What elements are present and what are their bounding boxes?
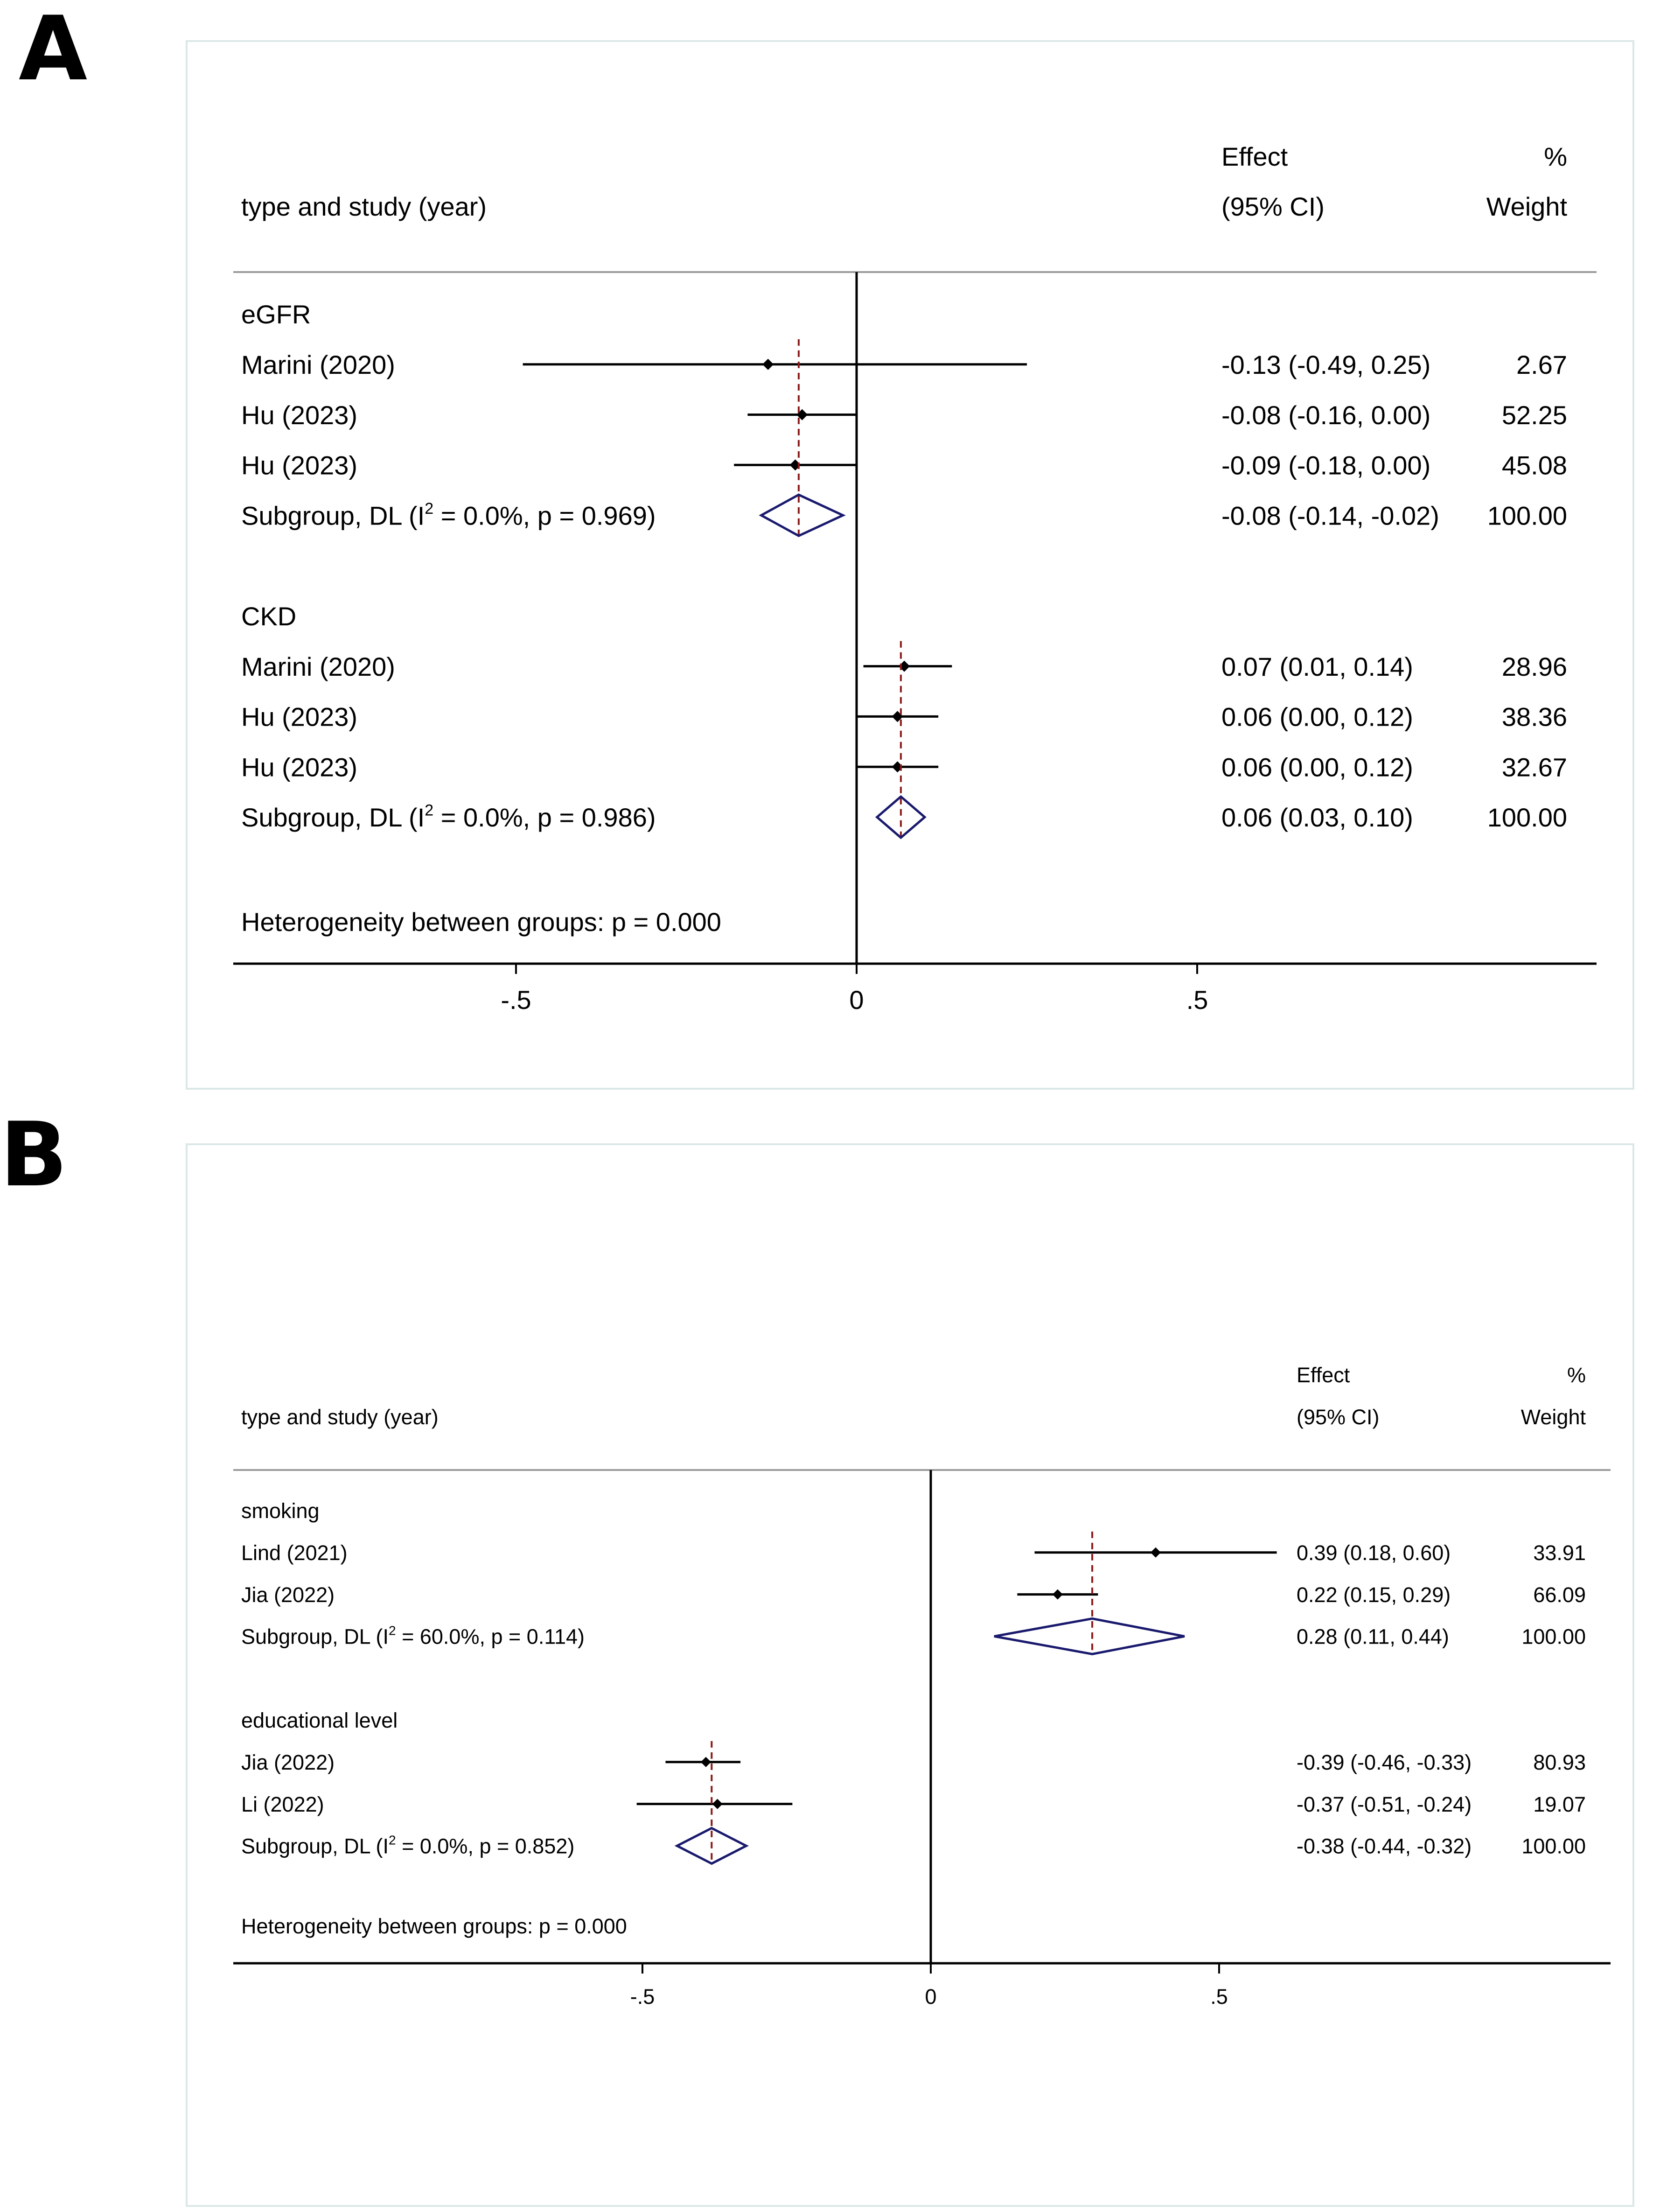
weight-value: 32.67 [1501,752,1567,782]
study-label: Lind (2021) [241,1541,348,1565]
effect-ci-value: -0.08 (-0.16, 0.00) [1221,400,1431,430]
x-tick-label: -.5 [630,1985,655,2009]
effect-ci-value: -0.37 (-0.51, -0.24) [1297,1792,1472,1816]
weight-column-title: Weight [1520,1405,1586,1429]
weight-value: 28.96 [1501,651,1567,681]
x-tick-label: 0 [925,1985,937,2009]
effect-ci-value: -0.39 (-0.46, -0.33) [1297,1750,1472,1774]
point-estimate-marker [1151,1547,1161,1558]
forest-plot-panel-a [187,41,1633,1089]
study-label: Li (2022) [241,1792,324,1816]
subgroup-heading: eGFR [241,300,311,329]
subgroup-summary-label: Subgroup, DL ($I^2 = 0.0\%$, p = 0.986) [241,801,656,833]
study-label: Jia (2022) [241,1582,335,1607]
study-label: Marini (2020) [241,350,395,379]
effect-ci-value: 0.22 (0.15, 0.29) [1297,1582,1451,1607]
panel-b-letter: B [0,1103,68,1206]
study-label: Marini (2020) [241,651,395,681]
percent-column-title: % [1567,1363,1586,1387]
effect-ci-value: -0.38 (-0.44, -0.32) [1297,1834,1472,1858]
weight-column-title: Weight [1486,192,1567,221]
ci-column-title: (95% CI) [1221,192,1325,221]
weight-value: 38.36 [1501,702,1567,732]
study-label: Hu (2023) [241,702,358,732]
weight-value: 100.00 [1487,803,1567,833]
effect-ci-value: 0.06 (0.03, 0.10) [1221,803,1413,833]
effect-ci-value: 0.06 (0.00, 0.12) [1221,752,1413,782]
weight-value: 66.09 [1533,1582,1586,1607]
ci-column-title: (95% CI) [1297,1405,1380,1429]
weight-value: 45.08 [1501,450,1567,480]
x-tick-label: .5 [1210,1985,1228,2009]
x-tick-label: 0 [849,985,864,1015]
study-label: Hu (2023) [241,450,358,480]
weight-value: 100.00 [1521,1624,1586,1649]
panel-a-letter: A [19,0,88,100]
heterogeneity-note: Heterogeneity between groups: p = 0.000 [241,907,721,937]
effect-ci-value: 0.39 (0.18, 0.60) [1297,1541,1451,1565]
effect-ci-value: 0.07 (0.01, 0.14) [1221,651,1413,681]
weight-value: 80.93 [1533,1750,1586,1774]
point-estimate-marker [762,359,774,370]
effect-column-title: Effect [1297,1363,1350,1387]
heterogeneity-note: Heterogeneity between groups: p = 0.000 [241,1914,627,1939]
subgroup-summary-label: Subgroup, DL ($I^2 = 0.0\%$, p = 0.969) [241,499,656,531]
forest-plot-panel-b [187,1144,1633,2206]
study-label: Hu (2023) [241,400,358,430]
subgroup-summary-label: Subgroup, DL ($I^2 = 60.0\%$, p = 0.114) [241,1623,585,1649]
weight-value: 19.07 [1533,1792,1586,1816]
x-tick-label: -.5 [501,985,531,1015]
study-column-title: type and study (year) [241,1405,439,1429]
weight-value: 33.91 [1533,1541,1586,1565]
study-label: Jia (2022) [241,1750,335,1774]
subgroup-summary-label: Subgroup, DL ($I^2 = 0.0\%$, p = 0.852) [241,1833,575,1858]
effect-column-title: Effect [1221,142,1288,171]
point-estimate-marker [1053,1589,1063,1600]
panel-frame [187,1144,1633,2206]
effect-ci-value: -0.09 (-0.18, 0.00) [1221,450,1431,480]
effect-ci-value: -0.08 (-0.14, -0.02) [1221,501,1439,531]
weight-value: 2.67 [1516,350,1567,379]
subgroup-heading: smoking [241,1499,320,1523]
study-label: Hu (2023) [241,752,358,782]
study-column-title: type and study (year) [241,192,487,221]
point-estimate-marker [712,1799,723,1809]
effect-ci-value: 0.06 (0.00, 0.12) [1221,702,1413,732]
effect-ci-value: -0.13 (-0.49, 0.25) [1221,350,1431,379]
subgroup-heading: CKD [241,601,297,631]
subgroup-heading: educational level [241,1708,398,1733]
percent-column-title: % [1544,142,1567,171]
weight-value: 52.25 [1501,400,1567,430]
weight-value: 100.00 [1487,501,1567,531]
subgroup-diamond [994,1618,1185,1654]
x-tick-label: .5 [1186,985,1208,1015]
point-estimate-marker [701,1757,711,1767]
subgroup-diamond [761,495,843,536]
effect-ci-value: 0.28 (0.11, 0.44) [1297,1624,1449,1649]
weight-value: 100.00 [1521,1834,1586,1858]
